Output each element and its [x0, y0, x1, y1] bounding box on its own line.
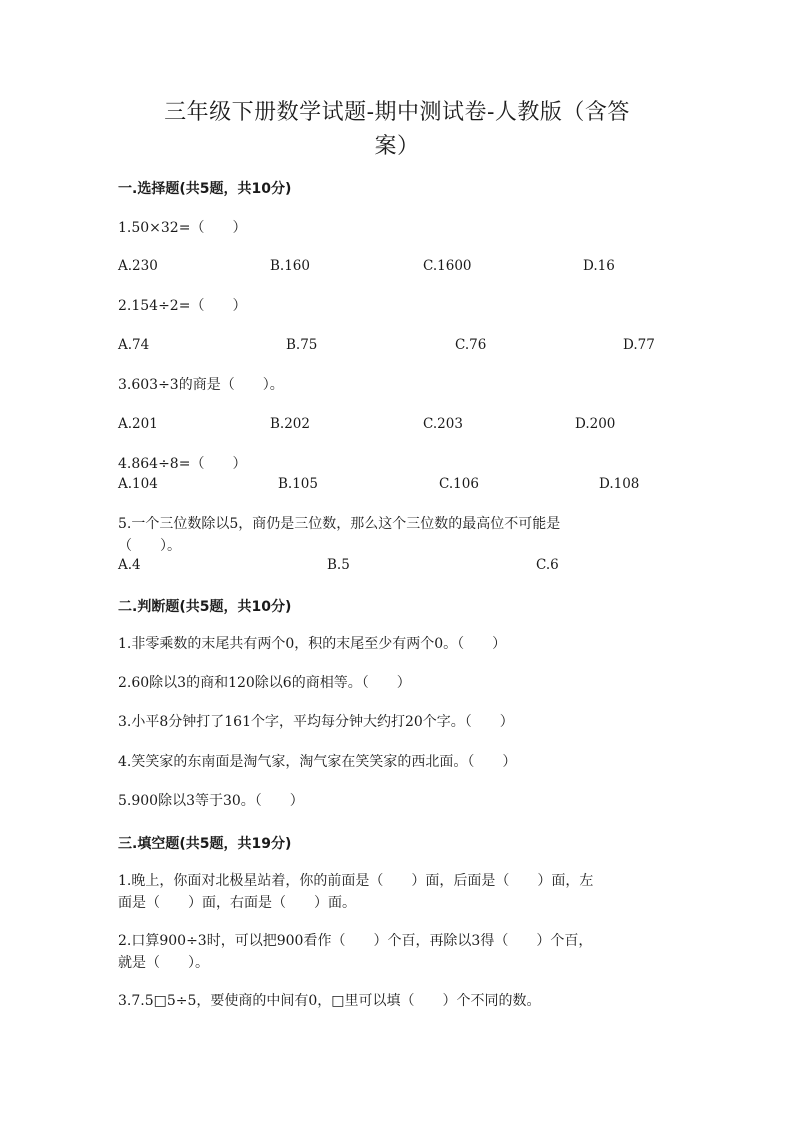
judgment-item: 1.非零乘数的末尾共有两个0，积的末尾至少有两个0。（ ）: [118, 636, 507, 652]
option-c: C.106: [439, 476, 479, 492]
option-b: B.75: [286, 337, 318, 353]
option-a: A.230: [118, 258, 158, 274]
option-c: C.203: [423, 416, 463, 432]
option-c: C.76: [455, 337, 487, 353]
title-line-1: 三年级下册数学试题-期中测试卷-人教版（含答: [164, 100, 630, 125]
option-a: A.4: [118, 557, 141, 573]
option-b: B.105: [278, 476, 318, 492]
section-heading-fill-blank: 三.填空题(共5题，共19分): [118, 836, 292, 852]
fill-blank-item-line: 2.口算900÷3时，可以把900看作（ ）个百，再除以3得（ ）个百，: [118, 933, 593, 949]
fill-blank-item-line: 3.7.5□5÷5，要使商的中间有0，□里可以填（ ）个不同的数。: [118, 993, 541, 1009]
title-line-2: 案）: [374, 134, 420, 159]
judgment-item: 5.900除以3等于30。（ ）: [118, 793, 304, 809]
option-b: B.5: [327, 557, 350, 573]
judgment-item: 2.60除以3的商和120除以6的商相等。（ ）: [118, 675, 411, 691]
option-b: B.202: [270, 416, 310, 432]
page-title: [0, 96, 794, 164]
fill-blank-item-line: 就是（ ）。: [118, 955, 209, 971]
option-d: D.16: [583, 258, 615, 274]
option-a: A.74: [118, 337, 150, 353]
option-a: A.201: [118, 416, 158, 432]
option-c: C.6: [536, 557, 559, 573]
question-text: 4.864÷8=（ ）: [118, 456, 247, 472]
option-c: C.1600: [423, 258, 472, 274]
section-heading-choice: 一.选择题(共5题，共10分): [118, 181, 292, 197]
option-d: D.77: [623, 337, 655, 353]
question-text: 3.603÷3的商是（ ）。: [118, 377, 284, 393]
option-a: A.104: [118, 476, 158, 492]
option-d: D.200: [575, 416, 616, 432]
judgment-item: 3.小平8分钟打了161个字，平均每分钟大约打20个字。（ ）: [118, 714, 514, 730]
option-d: D.108: [599, 476, 640, 492]
question-text: 2.154÷2=（ ）: [118, 298, 247, 314]
fill-blank-item-line: 1.晚上，你面对北极星站着，你的前面是（ ）面，后面是（ ）面，左: [118, 873, 594, 889]
question-text-continued: （ ）。: [118, 538, 181, 554]
question-text: 1.50×32=（ ）: [118, 220, 247, 236]
question-text: 5.一个三位数除以5，商仍是三位数，那么这个三位数的最高位不可能是: [118, 516, 561, 532]
section-heading-judgment: 二.判断题(共5题，共10分): [118, 599, 292, 615]
judgment-item: 4.笑笑家的东南面是淘气家，淘气家在笑笑家的西北面。（ ）: [118, 754, 517, 770]
option-b: B.160: [270, 258, 310, 274]
fill-blank-item-line: 面是（ ）面，右面是（ ）面。: [118, 895, 356, 911]
